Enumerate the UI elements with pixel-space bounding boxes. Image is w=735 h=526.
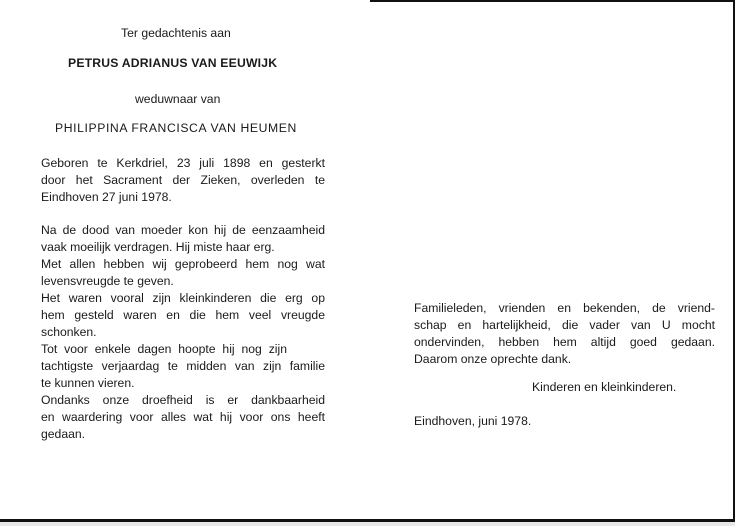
birth-line: door het Sacrament der Zieken, overleden te (41, 173, 325, 187)
text-line: Ondanks onze droefheid is er dankbaarheid (41, 393, 325, 407)
thanks-paragraph (414, 300, 715, 368)
thanks-line: Familieleden, vrienden en bekenden, de vriend- (414, 301, 715, 315)
text-line: en waardering voor alles wat hij voor ons heeft (41, 410, 325, 424)
relation-text: weduwnaar van (135, 92, 221, 106)
thanks-line: schap en hartelijkheid, die vader van U mocht (414, 318, 715, 332)
memorial-text (41, 222, 325, 443)
text-line: te kunnen vieren. (41, 376, 135, 390)
signature: Kinderen en kleinkinderen. (532, 380, 677, 394)
deceased-name: PETRUS ADRIANUS VAN EEUWIJK (68, 56, 278, 70)
birth-line: Geboren te Kerkdriel, 23 juli 1898 en gesterkt (41, 156, 325, 170)
text-line: vaak moeilijk verdragen. Hij miste haar erg. (41, 240, 275, 254)
text-line: hem gesteld waren en die hem veel vreugde (41, 308, 325, 322)
text-line: tachtigste verjaardag te midden van zijn familie (41, 359, 325, 373)
text-line: Met allen hebben wij geprobeerd hem nog wat (41, 257, 325, 271)
text-line: gedaan. (41, 427, 86, 441)
top-border-line (370, 0, 735, 2)
text-line: levensvreugde te geven. (41, 274, 174, 288)
text-line: Na de dood van moeder kon hij de eenzaamheid (41, 223, 325, 237)
birth-line: Eindhoven 27 juni 1978. (41, 190, 172, 204)
bottom-shadow (0, 522, 735, 526)
place-date: Eindhoven, juni 1978. (414, 414, 532, 428)
thanks-line: Daarom onze oprechte dank. (414, 352, 572, 366)
text-line: schonken. (41, 325, 97, 339)
text-line: Tot voor enkele dagen hoopte hij nog zijn (41, 342, 287, 356)
spouse-name: PHILIPPINA FRANCISCA VAN HEUMEN (55, 121, 297, 135)
thanks-line: ondervinden, hebben hem altijd goed gedaan. (414, 335, 715, 349)
memorial-heading: Ter gedachtenis aan (121, 26, 231, 40)
text-line: Het waren vooral zijn kleinkinderen die erg op (41, 291, 325, 305)
birth-paragraph (41, 155, 325, 206)
